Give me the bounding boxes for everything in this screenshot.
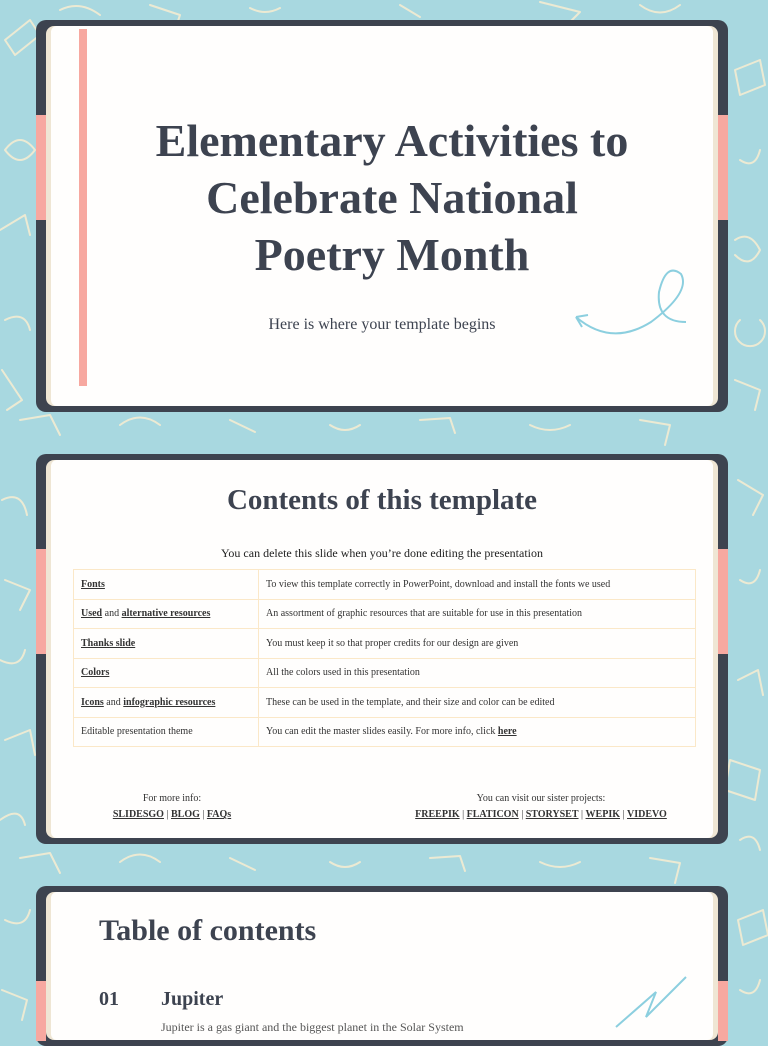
title-line: Elementary Activities to xyxy=(155,115,629,166)
table-cell xyxy=(74,570,259,600)
slide-page xyxy=(51,460,713,838)
contents-table xyxy=(73,569,696,747)
separator: | xyxy=(163,809,171,820)
separator: | xyxy=(620,809,628,820)
fonts-link[interactable]: Fonts xyxy=(81,578,105,590)
table-cell: All the colors used in this presentation xyxy=(259,658,696,688)
footer-label: You can visit our sister projects: xyxy=(476,793,606,804)
title-line: Celebrate National xyxy=(206,172,578,223)
slide-paper-stack xyxy=(46,26,718,406)
here-link[interactable]: here xyxy=(497,726,517,738)
slide-paper-stack xyxy=(46,892,718,1040)
videvo-link[interactable]: VIDEVO xyxy=(627,809,667,820)
footer-links xyxy=(406,807,676,823)
faqs-link[interactable]: FAQs xyxy=(206,809,232,820)
contents-title: Contents of this template xyxy=(226,484,538,516)
slide-subtitle: Here is where your template begins xyxy=(268,316,496,333)
table-cell xyxy=(74,629,259,659)
table-cell xyxy=(74,599,259,629)
used-link[interactable]: Used xyxy=(81,608,103,620)
swirl-arrow-icon xyxy=(571,262,701,352)
wepik-link[interactable]: WEPIK xyxy=(585,809,620,820)
slide-page xyxy=(51,26,713,406)
title-line: Poetry Month xyxy=(254,229,530,280)
joiner-text: and xyxy=(102,608,122,620)
toc-title: Table of contents xyxy=(99,914,317,947)
left-accent-tab xyxy=(36,981,46,1041)
footer-more-info xyxy=(107,791,237,823)
table-cell: These can be used in the template, and their size and color can be edited xyxy=(259,688,696,718)
colors-link[interactable]: Colors xyxy=(81,667,110,679)
table-row xyxy=(74,658,696,688)
footer-sister-projects xyxy=(406,791,676,823)
thanks-slide-link[interactable]: Thanks slide xyxy=(81,637,136,649)
toc-item-text: Jupiter is a gas giant and the biggest planet in the Solar System xyxy=(161,1020,464,1034)
contents-slide xyxy=(36,454,728,844)
flaticon-link[interactable]: FLATICON xyxy=(466,809,519,820)
slidesgo-link[interactable]: SLIDESGO xyxy=(112,809,164,820)
storyset-link[interactable]: STORYSET xyxy=(525,809,579,820)
left-accent-tab xyxy=(36,549,46,654)
row-description: You can edit the master slides easily. For more info, click xyxy=(266,726,498,738)
table-row xyxy=(74,717,696,747)
table-cell: To view this template correctly in PowerPoint, download and install the fonts we used xyxy=(259,570,696,600)
table-cell xyxy=(74,658,259,688)
separator: | xyxy=(578,809,586,820)
right-accent-tab xyxy=(718,549,728,654)
table-of-contents-slide xyxy=(36,886,728,1046)
separator: | xyxy=(459,809,467,820)
toc-item-title: Jupiter xyxy=(161,988,224,1010)
footer-label: For more info: xyxy=(142,793,202,804)
table-cell: You must keep it so that proper credits for our design are given xyxy=(259,629,696,659)
table-row xyxy=(74,570,696,600)
doodle-arrow-icon xyxy=(611,972,691,1032)
icons-link[interactable]: Icons xyxy=(81,696,104,708)
infographic-resources-link[interactable]: infographic resources xyxy=(123,696,216,708)
toc-item-number: 01 xyxy=(99,988,119,1010)
slide-page xyxy=(51,892,713,1040)
joiner-text: and xyxy=(103,696,124,708)
alternative-resources-link[interactable]: alternative resources xyxy=(121,608,211,620)
contents-subtitle: You can delete this slide when you’re done editing the presentation xyxy=(220,546,544,560)
table-cell xyxy=(74,688,259,718)
title-slide xyxy=(36,20,728,412)
table-row xyxy=(74,629,696,659)
slide-title xyxy=(111,112,673,283)
table-cell: Editable presentation theme xyxy=(74,717,259,747)
table-row xyxy=(74,688,696,718)
slide-paper-stack xyxy=(46,460,718,838)
table-cell: An assortment of graphic resources that are suitable for use in this presentation xyxy=(259,599,696,629)
blog-link[interactable]: BLOG xyxy=(170,809,200,820)
footer-links xyxy=(107,807,237,823)
separator: | xyxy=(518,809,526,820)
table-cell xyxy=(259,717,696,747)
freepik-link[interactable]: FREEPIK xyxy=(415,809,460,820)
separator: | xyxy=(199,809,207,820)
table-row xyxy=(74,599,696,629)
right-accent-tab xyxy=(718,115,728,220)
left-accent-tab xyxy=(36,115,46,220)
right-accent-tab xyxy=(718,981,728,1041)
